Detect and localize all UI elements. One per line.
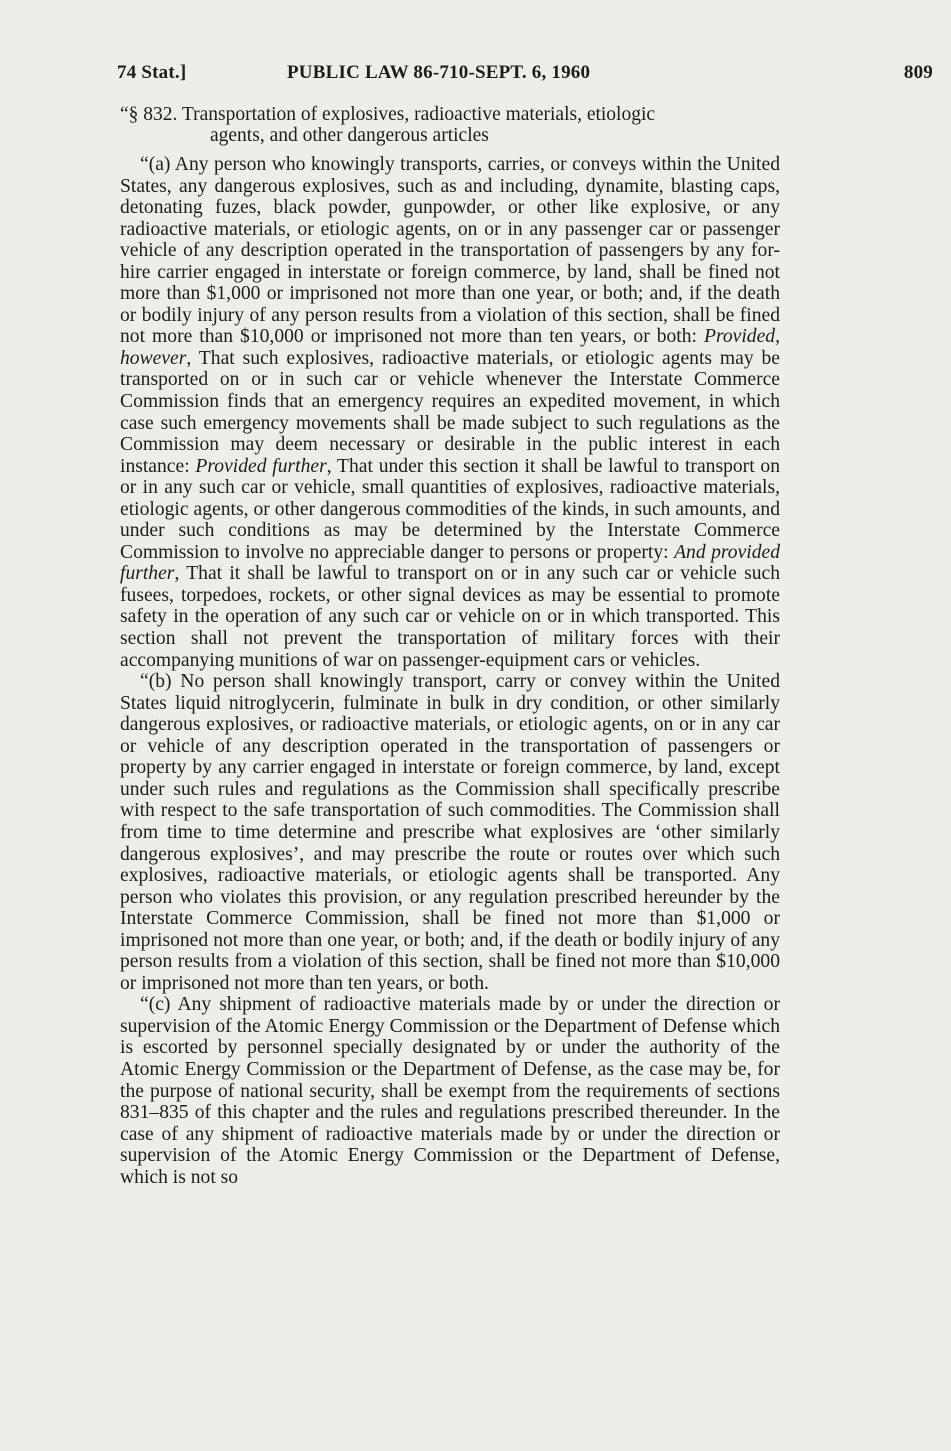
page-number: 809 [903,62,933,83]
section-heading [120,104,785,146]
subsection-a [120,154,780,671]
proviso-and-provided-further: And provided further [120,541,780,585]
subsection-c: “(c) Any shipment of radioactive materials made by or under the direction or supervision of the Atomic Energy Commission or the Department of Defense which is escorted by personnel specially designated by or under the authority of the Atomic Energy Commission or the Department of Defense, as the case may be, for the purpose of national security, shall be exempt from the requirements of sections 831–835 of this chapter and the rules and regulations prescribed thereunder. In the case of any shipment of radioactive materials made by or under the direction or supervision of the Atomic Energy Commission or the Department of Defense, which is not so [120,994,780,1188]
subsection-b: “(b) No person shall knowingly transport, carry or convey within the United States liquid nitroglycerin, fulminate in bulk in dry condition, or other similarly dangerous explosives, or radioactive materials, or etiologic agents, on or in any car or vehicle of any description operated in the transportation of passengers or property by any carrier engaged in interstate or foreign commerce, by land, except under such rules and regulations as the Commission shall specifically prescribe with respect to the safe transportation of such commodities. The Commission shall from time to time determine and prescribe what explosives are ‘other similarly dangerous explosives’, and may prescribe the route or routes over which such explosives, radioactive materials, or etiologic agents shall be transported. Any person who violates this provision, or any regulation prescribed hereunder by the Interstate Commerce Commission, shall be fined not more than $1,000 or imprisoned not more than one year, or both; and, if the death or bodily injury of any person results from a violation of this section, shall be fined not more than $10,000 or imprisoned not more than ten years, or both. [120,671,780,994]
section-heading-line-2: agents, and other dangerous articles [210,125,489,146]
subsection-a-text-3: , That under this section it shall be lawful to transport on or in any such car or vehicle, small quantities of explosives, radioactive materials, etiologic agents, or other dangerous commodities of the kinds, in such amounts, and under such conditions as may be determined by the Interstate Commerce Commission to involve no appreciable danger to persons or property: [120,455,780,563]
proviso-provided-however: Provided, however [120,326,780,369]
subsection-a-text-2: , That such explosives, radioactive materials, or etiologic agents may be transported on or in such car or vehicle whenever the Interstate Commerce Commission finds that an emergency requires an expedited movement, in which case such emergency movements shall be made subject to such regulations as the Commission may deem necessary or desirable in the public interest in each instance: [120,347,780,477]
volume-citation: 74 Stat.] [117,62,187,83]
section-body [120,154,780,1188]
subsection-a-text-1: “(a) Any person who knowingly transports, carries, or conveys within the United States, any dangerous explosives, such as and including, dynamite, blasting caps, detonating fuzes, black powder, gunpowder, or other like explosive, or any radioactive materials, or etiologic agents, on or in any passenger car or passenger vehicle of any description operated in the transportation of passengers by any for-hire carrier engaged in interstate or foreign commerce, by land, shall be fined not more than $1,000 or imprisoned not more than one year, or both; and, if the death or bodily injury of any person results from a violation of this section, shall be fined not more than $10,000 or imprisoned not more than ten years, or both: [120,154,780,348]
section-heading-line-1: “§ 832. Transportation of explosives, radioactive materials, etiologic [120,104,656,125]
proviso-provided-further: Provided further [195,455,327,477]
running-head [117,62,933,88]
running-title: PUBLIC LAW 86-710-SEPT. 6, 1960 [287,62,591,83]
subsection-a-text-4: , That it shall be lawful to transport on or in any such car or vehicle such fusees, torpedoes, rockets, or other signal devices as may be essential to promote safety in the operation of any such car or vehicle on or in which transported. This section shall not prevent the transportation of military forces with their accompanying munitions of war on passenger-equipment cars or vehicles. [120,563,780,671]
